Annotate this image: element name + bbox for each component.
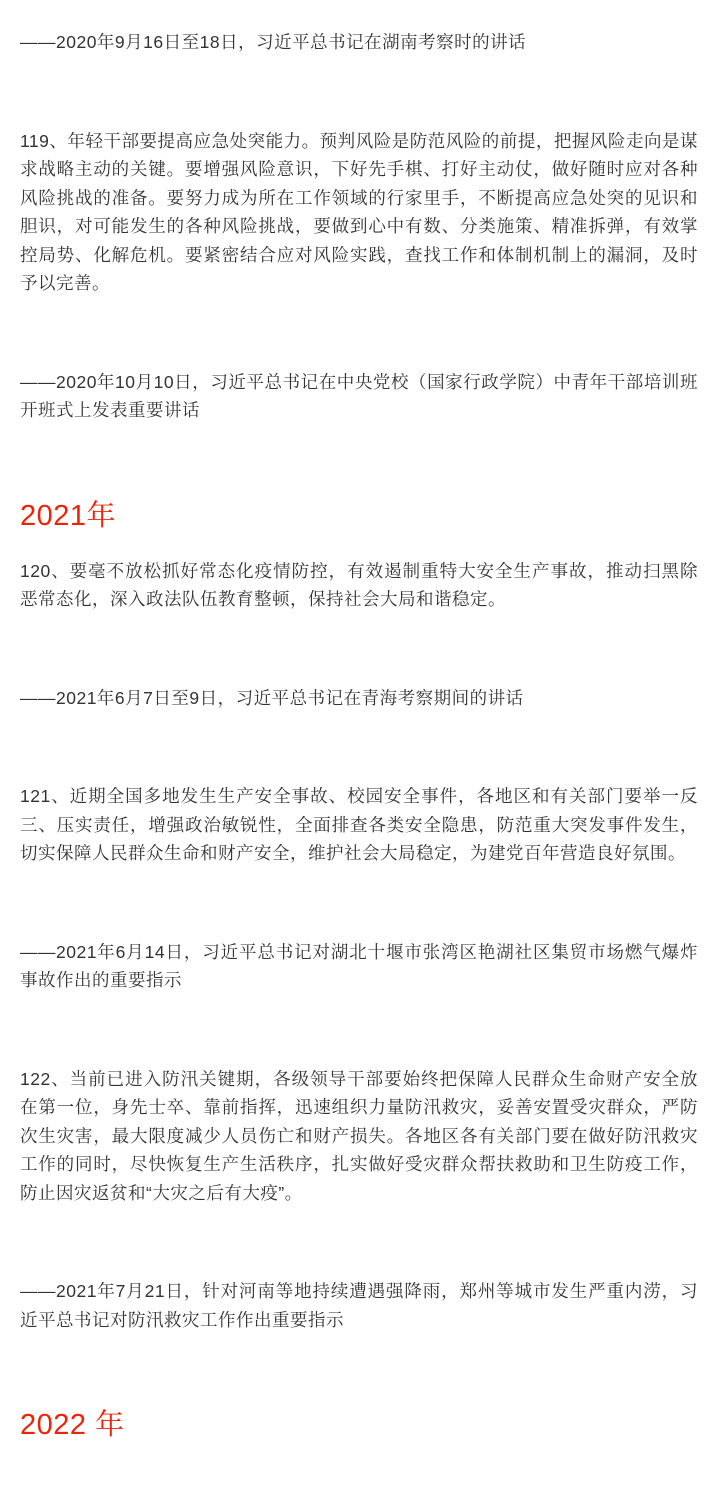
quote-paragraph: 120、要毫不放松抓好常态化疫情防控，有效遏制重特大安全生产事故，推动扫黑除恶常态化，深入政法队伍教育整顿，保持社会大局和谐稳定。 (20, 560, 698, 609)
quote-paragraph: 122、当前已进入防汛关键期，各级领导干部要始终把保障人民群众生命财产安全放在第一位，身先士卒、靠前指挥，迅速组织力量防汛救灾，妥善安置受灾群众，严防次生灾害，最大限度减少人员伤亡和财产损失。各地区各有关部门要在做好防汛救灾工作的同时，尽快恢复生产生活秩序，扎实做好受灾群众帮扶救助和卫生防疫工作，防止因灾返贫和“大灾之后有大疫”。 (20, 1068, 698, 1203)
attribution-line: ——2021年6月14日，习近平总书记对湖北十堰市张湾区艳湖社区集贸市场燃气爆炸事故作出的重要指示 (20, 941, 698, 990)
attribution-line: ——2020年9月16日至18日，习近平总书记在湖南考察时的讲话 (20, 32, 527, 52)
attribution-line: ——2020年10月10日，习近平总书记在中央党校（国家行政学院）中青年干部培训班开班式上发表重要讲话 (20, 371, 698, 420)
quote-paragraph: 119、年轻干部要提高应急处突能力。预判风险是防范风险的前提，把握风险走向是谋求战略主动的关键。要增强风险意识，下好先手棋、打好主动仗，做好随时应对各种风险挑战的准备。要努力成为所在工作领域的行家里手，不断提高应急处突的见识和胆识，对可能发生的各种风险挑战，要做到心中有数、分类施策、精准拆弹，有效掌控局势、化解危机。要紧密结合应对风险实践，查找工作和体制机制上的漏洞，及时予以完善。 (20, 130, 698, 293)
year-heading: 2021年 (20, 499, 117, 532)
quote-paragraph: 121、近期全国多地发生生产安全事故、校园安全事件，各地区和有关部门要举一反三、压实责任，增强政治敏锐性，全面排查各类安全隐患，防范重大突发事件发生，切实保障人民群众生命和财产安全，维护社会大局稳定，为建党百年营造良好氛围。 (20, 786, 698, 863)
year-heading: 2022 年 (20, 1409, 125, 1441)
attribution-line: ——2021年7月21日，针对河南等地持续遭遇强降雨，郑州等城市发生严重内涝，习近平总书记对防汛救灾工作作出重要指示 (20, 1281, 698, 1330)
attribution-line: ——2021年6月7日至9日，习近平总书记在青海考察期间的讲话 (20, 687, 524, 708)
